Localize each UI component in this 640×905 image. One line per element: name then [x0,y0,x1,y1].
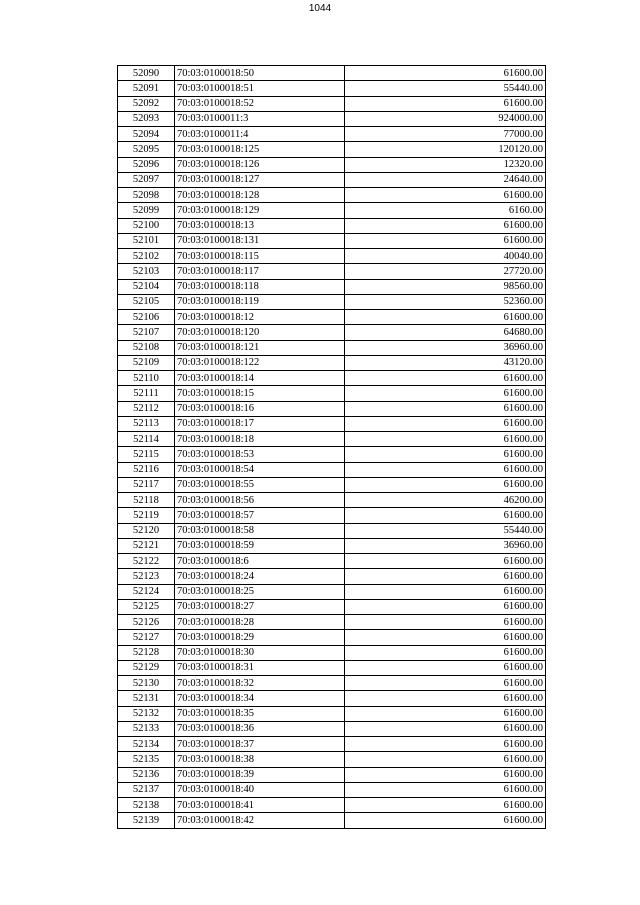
cadastral-number-cell: 70:03:0100018:31 [175,660,345,675]
table-row [118,340,546,355]
cadastral-number-cell: 70:03:0100018:40 [175,782,345,797]
value-cell: 40040.00 [345,249,546,264]
cadastral-number-cell: 70:03:0100018:16 [175,401,345,416]
cadastral-number-cell: 70:03:0100018:41 [175,798,345,813]
cadastral-number-cell: 70:03:0100018:117 [175,264,345,279]
table-row [118,127,546,142]
table-row [118,96,546,111]
cadastral-number-cell: 70:03:0100018:54 [175,462,345,477]
row-number-cell: 52112 [118,401,175,416]
table-row [118,386,546,401]
value-cell: 55440.00 [345,523,546,538]
table-row [118,767,546,782]
value-cell: 61600.00 [345,432,546,447]
value-cell: 61600.00 [345,691,546,706]
row-number-cell: 52094 [118,127,175,142]
table-row [118,538,546,553]
table-row [118,462,546,477]
table-row [118,782,546,797]
table-row [118,615,546,630]
table-row [118,218,546,233]
cadastral-number-cell: 70:03:0100018:18 [175,432,345,447]
cadastral-number-cell: 70:03:0100018:125 [175,142,345,157]
table-row [118,416,546,431]
cadastral-number-cell: 70:03:0100011:4 [175,127,345,142]
row-number-cell: 52117 [118,477,175,492]
table-row [118,203,546,218]
row-number-cell: 52135 [118,752,175,767]
value-cell: 24640.00 [345,172,546,187]
table-row [118,493,546,508]
row-number-cell: 52136 [118,767,175,782]
value-cell: 61600.00 [345,462,546,477]
row-number-cell: 52119 [118,508,175,523]
cadastral-number-cell: 70:03:0100018:131 [175,233,345,248]
row-number-cell: 52133 [118,721,175,736]
table-row [118,279,546,294]
value-cell: 55440.00 [345,81,546,96]
table-body [118,66,546,829]
cadastral-number-cell: 70:03:0100018:57 [175,508,345,523]
row-number-cell: 52098 [118,188,175,203]
cadastral-number-cell: 70:03:0100018:42 [175,813,345,828]
row-number-cell: 52102 [118,249,175,264]
table-row [118,264,546,279]
row-number-cell: 52095 [118,142,175,157]
value-cell: 61600.00 [345,737,546,752]
value-cell: 61600.00 [345,782,546,797]
row-number-cell: 52127 [118,630,175,645]
value-cell: 61600.00 [345,218,546,233]
table-row [118,233,546,248]
row-number-cell: 52092 [118,96,175,111]
cadastral-number-cell: 70:03:0100018:129 [175,203,345,218]
value-cell: 61600.00 [345,645,546,660]
value-cell: 36960.00 [345,538,546,553]
value-cell: 61600.00 [345,721,546,736]
table-row [118,554,546,569]
table-row [118,81,546,96]
cadastral-number-cell: 70:03:0100018:35 [175,706,345,721]
cadastral-number-cell: 70:03:0100018:14 [175,371,345,386]
value-cell: 61600.00 [345,554,546,569]
cadastral-number-cell: 70:03:0100018:32 [175,676,345,691]
row-number-cell: 52134 [118,737,175,752]
value-cell: 61600.00 [345,813,546,828]
row-number-cell: 52100 [118,218,175,233]
cadastral-number-cell: 70:03:0100018:121 [175,340,345,355]
table-row [118,721,546,736]
value-cell: 61600.00 [345,477,546,492]
row-number-cell: 52124 [118,584,175,599]
cadastral-number-cell: 70:03:0100018:13 [175,218,345,233]
row-number-cell: 52093 [118,111,175,126]
row-number-cell: 52115 [118,447,175,462]
cadastral-number-cell: 70:03:0100018:118 [175,279,345,294]
table-row [118,188,546,203]
value-cell: 61600.00 [345,188,546,203]
value-cell: 61600.00 [345,569,546,584]
row-number-cell: 52128 [118,645,175,660]
value-cell: 6160.00 [345,203,546,218]
table-row [118,691,546,706]
value-cell: 52360.00 [345,294,546,309]
row-number-cell: 52122 [118,554,175,569]
row-number-cell: 52113 [118,416,175,431]
cadastral-number-cell: 70:03:0100018:50 [175,66,345,81]
row-number-cell: 52129 [118,660,175,675]
cadastral-number-cell: 70:03:0100018:12 [175,310,345,325]
value-cell: 61600.00 [345,416,546,431]
row-number-cell: 52132 [118,706,175,721]
row-number-cell: 52105 [118,294,175,309]
cadastral-number-cell: 70:03:0100018:119 [175,294,345,309]
row-number-cell: 52121 [118,538,175,553]
row-number-cell: 52131 [118,691,175,706]
value-cell: 61600.00 [345,401,546,416]
cadastral-number-cell: 70:03:0100018:24 [175,569,345,584]
value-cell: 43120.00 [345,355,546,370]
value-cell: 61600.00 [345,508,546,523]
value-cell: 61600.00 [345,233,546,248]
row-number-cell: 52126 [118,615,175,630]
cadastral-number-cell: 70:03:0100018:17 [175,416,345,431]
row-number-cell: 52097 [118,172,175,187]
cadastral-number-cell: 70:03:0100018:34 [175,691,345,706]
value-cell: 77000.00 [345,127,546,142]
cadastral-number-cell: 70:03:0100011:3 [175,111,345,126]
table-row [118,584,546,599]
cadastral-number-cell: 70:03:0100018:55 [175,477,345,492]
row-number-cell: 52104 [118,279,175,294]
row-number-cell: 52091 [118,81,175,96]
value-cell: 64680.00 [345,325,546,340]
value-cell: 61600.00 [345,630,546,645]
table-row [118,798,546,813]
data-table [117,65,546,829]
row-number-cell: 52123 [118,569,175,584]
table-row [118,310,546,325]
table-row [118,508,546,523]
value-cell: 61600.00 [345,676,546,691]
table-row [118,142,546,157]
value-cell: 61600.00 [345,798,546,813]
table-row [118,325,546,340]
value-cell: 120120.00 [345,142,546,157]
table-row [118,813,546,828]
row-number-cell: 52116 [118,462,175,477]
row-number-cell: 52096 [118,157,175,172]
table-row [118,630,546,645]
cadastral-number-cell: 70:03:0100018:115 [175,249,345,264]
table-row [118,706,546,721]
row-number-cell: 52103 [118,264,175,279]
cadastral-number-cell: 70:03:0100018:15 [175,386,345,401]
table-row [118,172,546,187]
cadastral-number-cell: 70:03:0100018:53 [175,447,345,462]
table-row [118,371,546,386]
cadastral-number-cell: 70:03:0100018:51 [175,81,345,96]
cadastral-number-cell: 70:03:0100018:6 [175,554,345,569]
cadastral-number-cell: 70:03:0100018:56 [175,493,345,508]
value-cell: 61600.00 [345,371,546,386]
cadastral-number-cell: 70:03:0100018:120 [175,325,345,340]
value-cell: 61600.00 [345,752,546,767]
row-number-cell: 52101 [118,233,175,248]
value-cell: 61600.00 [345,615,546,630]
table-row [118,737,546,752]
row-number-cell: 52110 [118,371,175,386]
value-cell: 61600.00 [345,584,546,599]
table-row [118,477,546,492]
row-number-cell: 52107 [118,325,175,340]
table-row [118,660,546,675]
value-cell: 924000.00 [345,111,546,126]
table-row [118,157,546,172]
row-number-cell: 52139 [118,813,175,828]
table-row [118,432,546,447]
table-row [118,752,546,767]
table-row [118,447,546,462]
value-cell: 12320.00 [345,157,546,172]
cadastral-number-cell: 70:03:0100018:127 [175,172,345,187]
cadastral-number-cell: 70:03:0100018:128 [175,188,345,203]
row-number-cell: 52130 [118,676,175,691]
cadastral-number-cell: 70:03:0100018:29 [175,630,345,645]
value-cell: 98560.00 [345,279,546,294]
value-cell: 61600.00 [345,706,546,721]
row-number-cell: 52111 [118,386,175,401]
table-row [118,523,546,538]
value-cell: 36960.00 [345,340,546,355]
row-number-cell: 52099 [118,203,175,218]
cadastral-number-cell: 70:03:0100018:39 [175,767,345,782]
table-row [118,401,546,416]
table-row [118,676,546,691]
table-row [118,355,546,370]
cadastral-number-cell: 70:03:0100018:28 [175,615,345,630]
row-number-cell: 52106 [118,310,175,325]
cadastral-number-cell: 70:03:0100018:59 [175,538,345,553]
table-row [118,66,546,81]
value-cell: 61600.00 [345,386,546,401]
value-cell: 61600.00 [345,447,546,462]
table-row [118,645,546,660]
table-row [118,569,546,584]
row-number-cell: 52138 [118,798,175,813]
value-cell: 27720.00 [345,264,546,279]
row-number-cell: 52109 [118,355,175,370]
cadastral-number-cell: 70:03:0100018:126 [175,157,345,172]
row-number-cell: 52125 [118,599,175,614]
value-cell: 61600.00 [345,660,546,675]
cadastral-number-cell: 70:03:0100018:27 [175,599,345,614]
cadastral-number-cell: 70:03:0100018:38 [175,752,345,767]
page-number: 1044 [308,3,332,14]
cadastral-number-cell: 70:03:0100018:52 [175,96,345,111]
table-row [118,111,546,126]
value-cell: 61600.00 [345,310,546,325]
cadastral-number-cell: 70:03:0100018:37 [175,737,345,752]
table-row [118,294,546,309]
cadastral-number-cell: 70:03:0100018:58 [175,523,345,538]
cadastral-number-cell: 70:03:0100018:36 [175,721,345,736]
cadastral-number-cell: 70:03:0100018:30 [175,645,345,660]
table-row [118,249,546,264]
value-cell: 46200.00 [345,493,546,508]
value-cell: 61600.00 [345,96,546,111]
value-cell: 61600.00 [345,599,546,614]
cadastral-number-cell: 70:03:0100018:25 [175,584,345,599]
row-number-cell: 52120 [118,523,175,538]
row-number-cell: 52137 [118,782,175,797]
row-number-cell: 52114 [118,432,175,447]
row-number-cell: 52090 [118,66,175,81]
value-cell: 61600.00 [345,66,546,81]
value-cell: 61600.00 [345,767,546,782]
table-row [118,599,546,614]
row-number-cell: 52118 [118,493,175,508]
row-number-cell: 52108 [118,340,175,355]
cadastral-number-cell: 70:03:0100018:122 [175,355,345,370]
